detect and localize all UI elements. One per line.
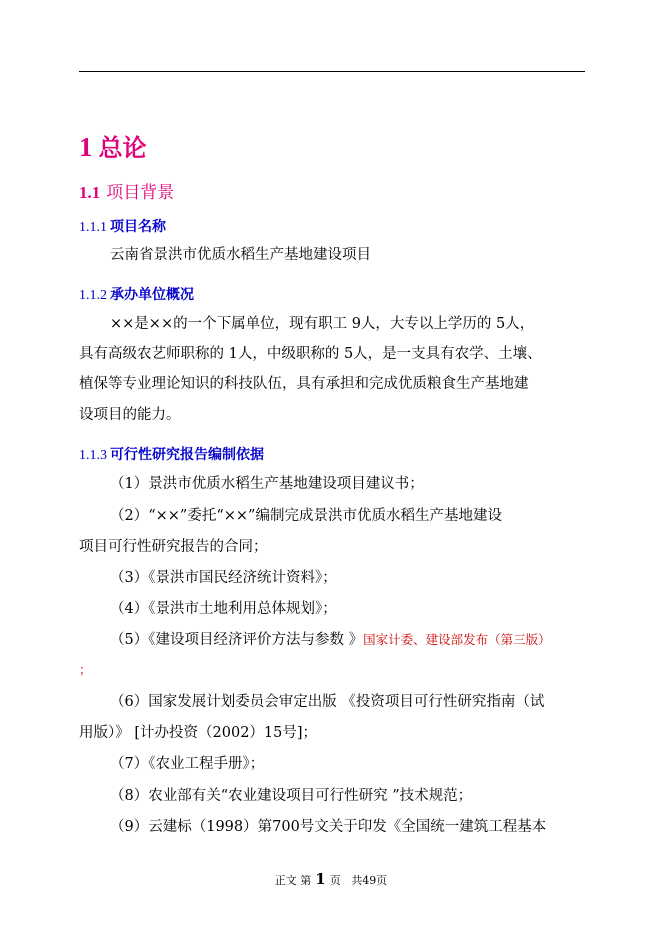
list-item: （6）国家发展计划委员会审定出版 《投资项目可行性研究指南（试 — [110, 694, 545, 710]
section-title: 项目背景 — [106, 183, 175, 203]
publisher-note: 国家计委、建设部发布（第三版） — [363, 632, 551, 647]
page-footer — [0, 870, 662, 888]
list-item: （8）农业部有关“农业建设项目可行性研究 ”技术规范； — [110, 788, 473, 804]
list-item: （1）景洪市优质水稻生产基地建设项目建议书； — [110, 476, 424, 492]
list-item: （2）“××”委托“××”编制完成景洪市优质水稻生产基地建设 — [110, 508, 502, 524]
list-item: （7）《农业工程手册》； — [110, 756, 265, 772]
project-name-text: 云南省景洪市优质水稻生产基地建设项目 — [110, 247, 371, 263]
footer-prefix: 正文 第 — [274, 874, 312, 887]
list-item-continuation: 项目可行性研究报告的合同； — [79, 539, 268, 555]
section-heading — [79, 178, 174, 203]
paragraph-line: ××是××的一个下属单位，现有职工 9人，大专以上学历的 5人， — [110, 316, 535, 332]
list-item-continuation: 用版）》 [计办投资（2002）15号]； — [79, 725, 318, 741]
list-item: （4）《景洪市土地利用总体规划》； — [110, 601, 337, 617]
list-item: （3）《景洪市国民经济统计资料》； — [110, 570, 337, 586]
list-item-tail: ； — [79, 662, 92, 677]
subsection-heading-1-1-3 — [79, 444, 264, 464]
list-item: （9）云建标（1998）第700号文关于印发《全国统一建筑工程基本 — [110, 819, 547, 835]
list-item — [110, 630, 551, 650]
paragraph-line: 植保等专业理论知识的科技队伍，具有承担和完成优质粮食生产基地建 — [79, 376, 529, 392]
chapter-heading — [79, 128, 147, 163]
chapter-title: 总论 — [98, 134, 147, 162]
section-number: 1.1 — [79, 183, 101, 202]
list-item-text: （5）《建设项目经济评价方法与参数 》 — [110, 632, 364, 648]
subsection-title: 可行性研究报告编制依据 — [110, 447, 264, 463]
subsection-number: 1.1.2 — [79, 288, 107, 303]
subsection-title: 项目名称 — [110, 219, 166, 235]
subsection-title: 承办单位概况 — [110, 287, 194, 303]
chapter-number: 1 — [79, 132, 93, 162]
header-rule — [79, 71, 585, 72]
subsection-heading-1-1-1 — [79, 216, 166, 236]
paragraph-line: 设项目的能力。 — [79, 407, 181, 423]
footer-total: 共49页 — [351, 874, 388, 887]
subsection-number: 1.1.3 — [79, 448, 107, 463]
paragraph-line: 具有高级农艺师职称的 1人，中级职称的 5人，是一支具有农学、土壤、 — [79, 346, 542, 362]
footer-mid: 页 — [329, 874, 341, 887]
subsection-number: 1.1.1 — [79, 220, 107, 235]
subsection-heading-1-1-2 — [79, 284, 194, 304]
page-number: 1 — [315, 870, 326, 888]
